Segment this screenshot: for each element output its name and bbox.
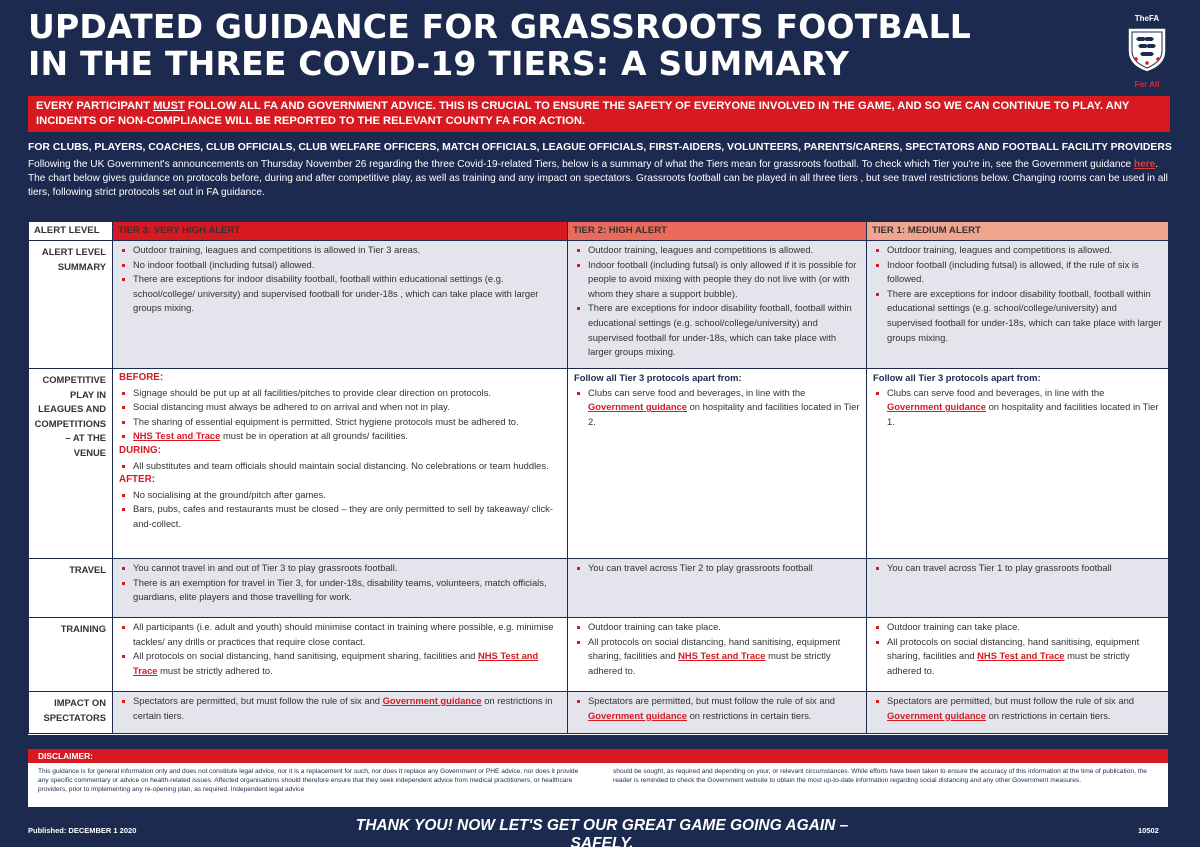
training-tier2-cell bbox=[568, 618, 867, 692]
table-row-competitive bbox=[29, 369, 1169, 559]
list-item: Outdoor training can take place. bbox=[574, 620, 860, 635]
list-item: No indoor football (including futsal) allowed. bbox=[119, 258, 561, 273]
intro-part1: Following the UK Government's announcements on Thursday November 26 regarding the three Covid-19-related Tiers, below is a summary of what the Tiers mean for grassroots football. To check which Tier you're in, see the Government guidance bbox=[28, 159, 1134, 170]
list-item: Bars, pubs, cafes and restaurants must be closed – they are only permitted to sell by takeaway/ click-and-collect. bbox=[119, 502, 561, 531]
list-item bbox=[873, 635, 1162, 679]
t2-food-post: on hospitality and facilities located in Tier 2. bbox=[588, 401, 860, 427]
thanks-slogan: THANK YOU! NOW LET'S GET OUR GREAT GAME GOING AGAIN – SAFELY. bbox=[355, 817, 849, 847]
after-heading: AFTER: bbox=[119, 474, 155, 486]
row-label-impact: IMPACT ON SPECTATORS bbox=[29, 692, 113, 734]
government-guidance-link[interactable]: Government guidance bbox=[887, 709, 986, 721]
list-item: The sharing of essential equipment is permitted. Strict hygiene protocols must be adhered to. bbox=[119, 415, 561, 430]
warning-text-part2: FOLLOW ALL FA AND GOVERNMENT ADVICE. THIS IS CRUCIAL TO ENSURE THE SAFETY OF EVERYONE INVOLVED IN THE GAME, AND SO WE CAN CONTINUE TO PLAY. ANY INCIDENTS OF NON-COMPLIANCE WILL BE REPORTED TO THE RELEVANT COUNTY FA FOR ACTION. bbox=[36, 100, 1130, 127]
impact-post: on restrictions in certain tiers. bbox=[985, 709, 1111, 721]
list-item: Outdoor training, leagues and competitions is allowed. bbox=[574, 243, 860, 258]
list-item: Indoor football (including futsal) is allowed, if the rule of six is followed. bbox=[873, 258, 1162, 287]
t1-protocols-pre: All protocols on social distancing, hand sanitising, equipment sharing, facilities and bbox=[887, 635, 1140, 662]
list-item: Indoor football (including futsal) is only allowed if it is possible for people to avoid mixing with people they do not live with (or with whom they share a support bubble). bbox=[574, 258, 860, 302]
tier1-follow-heading: Follow all Tier 3 protocols apart from: bbox=[873, 372, 1041, 383]
list-item bbox=[873, 386, 1162, 430]
t2-protocols-post: must be strictly adhered to. bbox=[588, 650, 831, 676]
title-line-1: UPDATED GUIDANCE FOR GRASSROOTS FOOTBALL bbox=[28, 7, 972, 46]
impact-tier3-cell bbox=[113, 692, 568, 734]
list-item bbox=[574, 694, 860, 723]
table-row-travel bbox=[29, 559, 1169, 618]
logo-top-text: TheFA bbox=[1134, 14, 1160, 23]
list-item bbox=[119, 694, 561, 723]
government-guidance-link[interactable]: Government guidance bbox=[382, 695, 482, 706]
nhs-test-trace-link[interactable]: NHS Test and Trace bbox=[133, 430, 221, 442]
impact-post: on restrictions in certain tiers. bbox=[133, 695, 553, 721]
disclaimer-box bbox=[28, 749, 1168, 807]
t1-food-post: on hospitality and facilities located in Tier 1. bbox=[887, 401, 1159, 427]
logo-bottom-text: For All bbox=[1134, 80, 1160, 89]
training-tier1-cell bbox=[867, 618, 1169, 692]
impact-tier1-cell bbox=[867, 692, 1169, 734]
t2-food-pre: Clubs can serve food and beverages, in line with the bbox=[588, 386, 806, 398]
nhs-test-trace-link[interactable]: NHS Test and Trace bbox=[678, 650, 766, 662]
page-title bbox=[28, 8, 1028, 82]
header-tier-3: TIER 3: VERY HIGH ALERT bbox=[113, 222, 568, 241]
intro-paragraph bbox=[28, 158, 1170, 200]
t3-protocols-post: must be strictly adhered to. bbox=[157, 664, 273, 676]
summary-tier1-cell bbox=[867, 241, 1169, 369]
disclaimer-col-2: should be sought, as required and depending on your, or relevant circumstances. While efforts have been taken to ensure the accuracy of this information at the time of publication, the reader is reminded to check the Government website to obtain the most up-to-date information regarding social distancing and any other Government measures. bbox=[613, 768, 1147, 784]
table-row-training bbox=[29, 618, 1169, 692]
t1-protocols-post: must be strictly adhered to. bbox=[887, 650, 1130, 676]
tier2-follow-heading: Follow all Tier 3 protocols apart from: bbox=[574, 372, 742, 383]
list-item: There are exceptions for indoor disability football, football within educational settings (e.g. school/college/university) and supervised football for under-18s, which can take place with larger groups mixing. bbox=[873, 287, 1162, 345]
fa-logo bbox=[1124, 14, 1170, 89]
list-item: Outdoor training can take place. bbox=[873, 620, 1162, 635]
nhs-test-trace-link[interactable]: NHS Test and Trace bbox=[977, 650, 1065, 662]
row-label-competitive: COMPETITIVE PLAY IN LEAGUES AND COMPETITIONS – AT THE VENUE bbox=[29, 369, 113, 559]
title-line-2: IN THE THREE COVID-19 TIERS: A SUMMARY bbox=[28, 44, 850, 83]
competitive-tier2-cell bbox=[568, 369, 867, 559]
list-item: Social distancing must always be adhered to on arrival and when not in play. bbox=[119, 400, 561, 415]
competitive-tier3-cell bbox=[113, 369, 568, 559]
impact-pre: Spectators are permitted, but must follow the rule of six and bbox=[887, 695, 1134, 706]
list-item: You can travel across Tier 2 to play grassroots football bbox=[574, 561, 860, 576]
nhs-test-trace-link[interactable]: NHS Test and Trace bbox=[133, 650, 539, 676]
disclaimer-col-1: This guidance is for general information only and does not constitute legal advice, nor it is a replacement for such, nor does it replace any Government or PHE advice; nor does it provide any specific commentary or advice on health-related issues. Affected organisations should therefore ensure that they seek independent advice from medical practitioners, or healthcare providers, prior to implementing any re-opening plan, as required. Independent legal advice bbox=[38, 768, 579, 793]
travel-tier1-cell bbox=[867, 559, 1169, 618]
nhs-rest-text: must be in operation at all grounds/ facilities. bbox=[220, 430, 408, 442]
warning-must: MUST bbox=[153, 100, 185, 112]
warning-banner bbox=[28, 96, 1170, 132]
list-item bbox=[574, 635, 860, 679]
list-item: There are exceptions for indoor disability football, football within educational settings (e.g. school/college/ university) and supervised football for under-18s , which can take place with larger groups mixing. bbox=[119, 272, 561, 316]
impact-tier2-cell bbox=[568, 692, 867, 734]
list-item: Signage should be put up at all facilities/pitches to provide clear direction on protocols. bbox=[119, 386, 561, 401]
tier-table bbox=[28, 221, 1168, 735]
list-item: Outdoor training, leagues and competitions is allowed. bbox=[873, 243, 1162, 258]
list-item: There are exceptions for indoor disability football, football within educational settings (e.g. school/college/university) and supervised football for under-18s, which can take place with larger groups mixing. bbox=[574, 301, 860, 359]
document-code: 10502 bbox=[1138, 826, 1159, 835]
three-lions-crest-icon bbox=[1124, 25, 1170, 73]
impact-pre: Spectators are permitted, but must follow the rule of six and bbox=[133, 695, 383, 706]
table-row-summary bbox=[29, 241, 1169, 369]
list-item bbox=[119, 649, 561, 678]
audience-line: FOR CLUBS, PLAYERS, COACHES, CLUB OFFICIALS, CLUB WELFARE OFFICERS, MATCH OFFICIALS, LEAGUE OFFICIALS, FIRST-AIDERS, VOLUNTEERS, PARENTS/CARERS, SPECTATORS AND FOOTBALL FACILITY PROVIDERS bbox=[28, 142, 1172, 153]
intro-part2: . The chart below gives guidance on protocols before, during and after competitive play, as well as training and any impact on spectators. Grassroots football can be played in all three tiers , but see travel restrictions below. Changing rooms can be used in all tiers, following strict protocols set out in FA guidance. bbox=[28, 159, 1168, 198]
list-item: No socialising at the ground/pitch after games. bbox=[119, 488, 561, 503]
impact-post: on restrictions in certain tiers. bbox=[686, 709, 812, 721]
before-heading: BEFORE: bbox=[119, 372, 164, 383]
list-item: Outdoor training, leagues and competitions is allowed in Tier 3 areas. bbox=[119, 243, 561, 258]
during-heading: DURING: bbox=[119, 444, 161, 456]
list-item: All participants (i.e. adult and youth) should minimise contact in training where possible, e.g. minimise tackles/ any drills or practices that require close contact. bbox=[119, 620, 561, 649]
row-label-travel: TRAVEL bbox=[29, 559, 113, 618]
header-alert-level: ALERT LEVEL bbox=[29, 222, 113, 241]
list-item: You can travel across Tier 1 to play grassroots football bbox=[873, 561, 1162, 576]
intro-here-link[interactable]: here bbox=[1133, 159, 1156, 170]
impact-pre: Spectators are permitted, but must follow the rule of six and bbox=[588, 695, 835, 706]
list-item bbox=[873, 694, 1162, 723]
summary-tier2-cell bbox=[568, 241, 867, 369]
header-tier-1: TIER 1: MEDIUM ALERT bbox=[867, 222, 1169, 241]
list-item: All substitutes and team officials should maintain social distancing. No celebrations or team huddles. bbox=[119, 459, 561, 474]
travel-tier3-cell bbox=[113, 559, 568, 618]
disclaimer-heading: DISCLAIMER: bbox=[28, 749, 1168, 763]
list-item: You cannot travel in and out of Tier 3 to play grassroots football. bbox=[119, 561, 561, 576]
government-guidance-link[interactable]: Government guidance bbox=[588, 709, 687, 721]
list-item bbox=[119, 429, 561, 444]
travel-tier2-cell bbox=[568, 559, 867, 618]
row-label-training: TRAINING bbox=[29, 618, 113, 692]
t2-protocols-pre: All protocols on social distancing, hand sanitising, equipment sharing, facilities and bbox=[588, 635, 841, 662]
row-label-summary: ALERT LEVEL SUMMARY bbox=[29, 241, 113, 369]
government-guidance-link[interactable]: Government guidance bbox=[588, 401, 687, 413]
list-item bbox=[574, 386, 860, 430]
competitive-tier1-cell bbox=[867, 369, 1169, 559]
summary-tier3-cell bbox=[113, 241, 568, 369]
training-tier3-cell bbox=[113, 618, 568, 692]
t3-protocols-pre: All protocols on social distancing, hand sanitising, equipment sharing, facilities and bbox=[133, 650, 478, 662]
published-date: Published: DECEMBER 1 2020 bbox=[28, 826, 137, 835]
t1-food-pre: Clubs can serve food and beverages, in line with the bbox=[887, 386, 1105, 398]
list-item: There is an exemption for travel in Tier 3, for under-18s, disability teams, volunteers, match officials, guardians, elite players and those travelling for work. bbox=[119, 576, 561, 605]
government-guidance-link[interactable]: Government guidance bbox=[887, 401, 986, 413]
header-tier-2: TIER 2: HIGH ALERT bbox=[568, 222, 867, 241]
table-row-impact bbox=[29, 692, 1169, 734]
warning-text-part1: EVERY PARTICIPANT bbox=[36, 100, 154, 112]
